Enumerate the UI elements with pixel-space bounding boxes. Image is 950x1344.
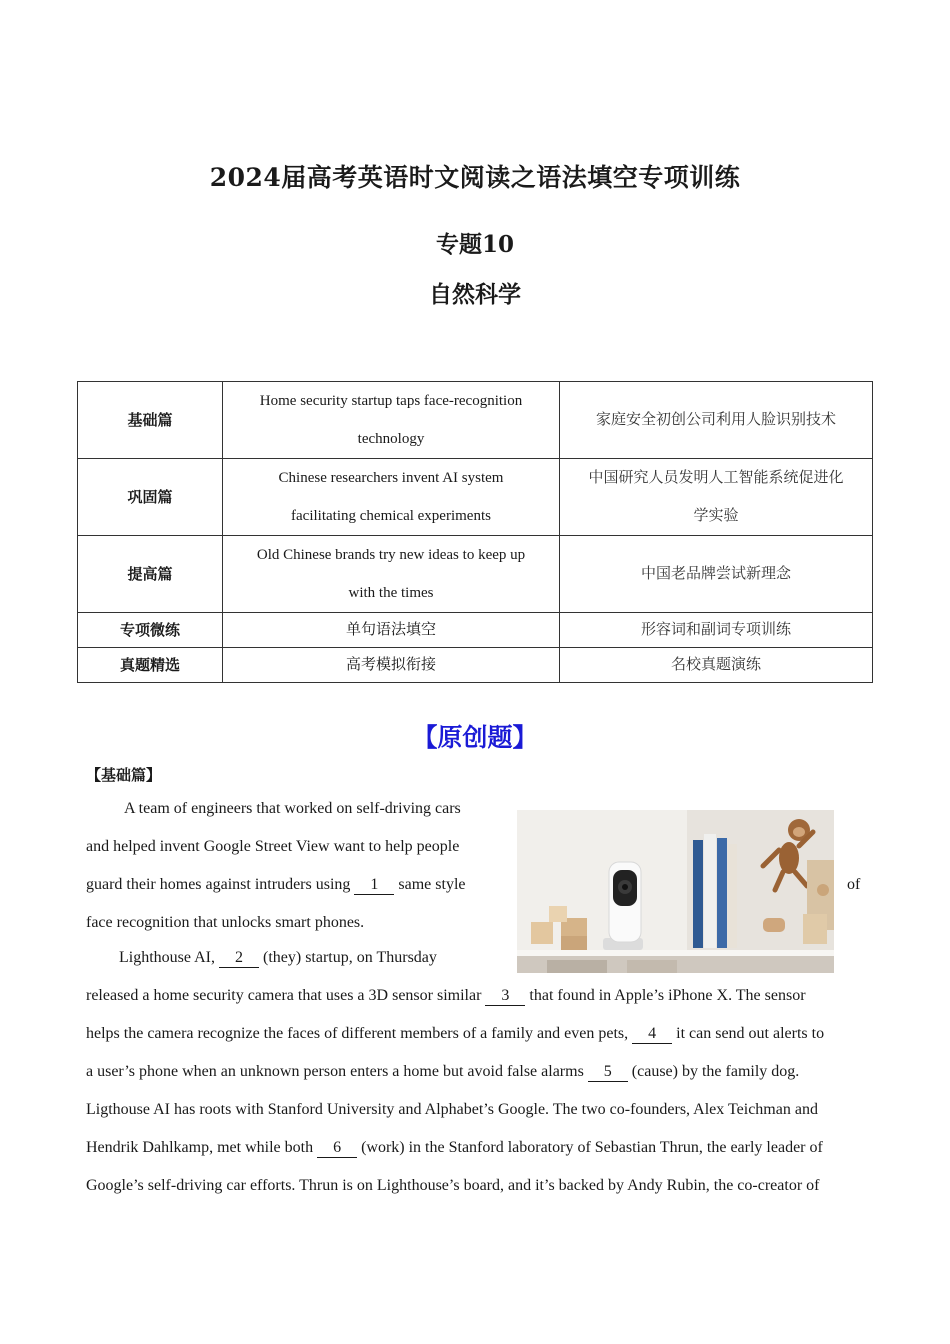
blank-6[interactable]: 6: [317, 1139, 357, 1158]
exercise-cell: 单句语法填空: [223, 613, 560, 648]
exercise-cell: 形容词和副词专项训练: [560, 613, 873, 648]
passage-line: released a home security camera that uses a 3D sensor similar 3 that found in Apple’s iPhone X. The sensor: [86, 987, 806, 1004]
passage-line: Hendrik Dahlkamp, met while both 6 (work) in the Stanford laboratory of Sebastian Thrun, the early leader of: [86, 1139, 823, 1156]
level-cell: 提高篇: [78, 536, 223, 613]
topic-title: 自然科学: [429, 281, 521, 308]
topic-number: 专题10: [435, 231, 514, 258]
table-row: [78, 613, 873, 648]
passage-line: A team of engineers that worked on self-driving cars: [124, 800, 461, 817]
passage-line: a user’s phone when an unknown person enters a home but avoid false alarms 5 (cause) by the family dog.: [86, 1063, 800, 1080]
passage-line: Google’s self-driving car efforts. Thrun is on Lighthouse’s board, and it’s backed by Andy Rubin, the co-creator of: [86, 1177, 820, 1194]
level-cell: 巩固篇: [78, 459, 223, 536]
exercise-cell: 名校真题演练: [560, 648, 873, 683]
level-cell: 专项微练: [78, 613, 223, 648]
blank-5[interactable]: 5: [588, 1063, 628, 1082]
passage-line: Ligthouse AI has roots with Stanford University and Alphabet’s Google. The two co-founders, Alex Teichman and: [86, 1101, 818, 1118]
chinese-title-cell: 家庭安全初创公司利用人脸识别技术: [560, 382, 873, 459]
table-row: [78, 648, 873, 683]
passage-line: and helped invent Google Street View want to help people: [86, 838, 460, 855]
sub-heading: 【基础篇】: [86, 766, 162, 784]
passage-line: of: [847, 876, 861, 893]
english-title-cell: Old Chinese brands try new ideas to keep up with the times: [223, 536, 560, 613]
plan-table: [77, 381, 873, 683]
blank-1[interactable]: 1: [354, 876, 394, 895]
blank-4[interactable]: 4: [632, 1025, 672, 1044]
section-heading: 【原创题】: [412, 723, 538, 752]
english-title-cell: Chinese researchers invent AI system facilitating chemical experiments: [223, 459, 560, 536]
chinese-title-cell: 中国研究人员发明人工智能系统促进化 学实验: [560, 459, 873, 536]
passage-line: face recognition that unlocks smart phones.: [86, 914, 365, 931]
table-row: [78, 536, 873, 613]
blank-3[interactable]: 3: [485, 987, 525, 1006]
table-row: [78, 382, 873, 459]
security-camera-photo: [517, 810, 834, 973]
level-cell: 基础篇: [78, 382, 223, 459]
passage-line: guard their homes against intruders using 1 same style: [86, 876, 466, 893]
document-title: 2024届高考英语时文阅读之语法填空专项训练: [209, 163, 741, 192]
passage-line: helps the camera recognize the faces of different members of a family and even pets, 4 it can send out alerts to: [86, 1025, 825, 1042]
table-row: [78, 459, 873, 536]
english-title-cell: Home security startup taps face-recognition technology: [223, 382, 560, 459]
passage-line: Lighthouse AI, 2 (they) startup, on Thursday: [119, 949, 437, 966]
exercise-cell: 高考模拟衔接: [223, 648, 560, 683]
chinese-title-cell: 中国老品牌尝试新理念: [560, 536, 873, 613]
blank-2[interactable]: 2: [219, 949, 259, 968]
level-cell: 真题精选: [78, 648, 223, 683]
